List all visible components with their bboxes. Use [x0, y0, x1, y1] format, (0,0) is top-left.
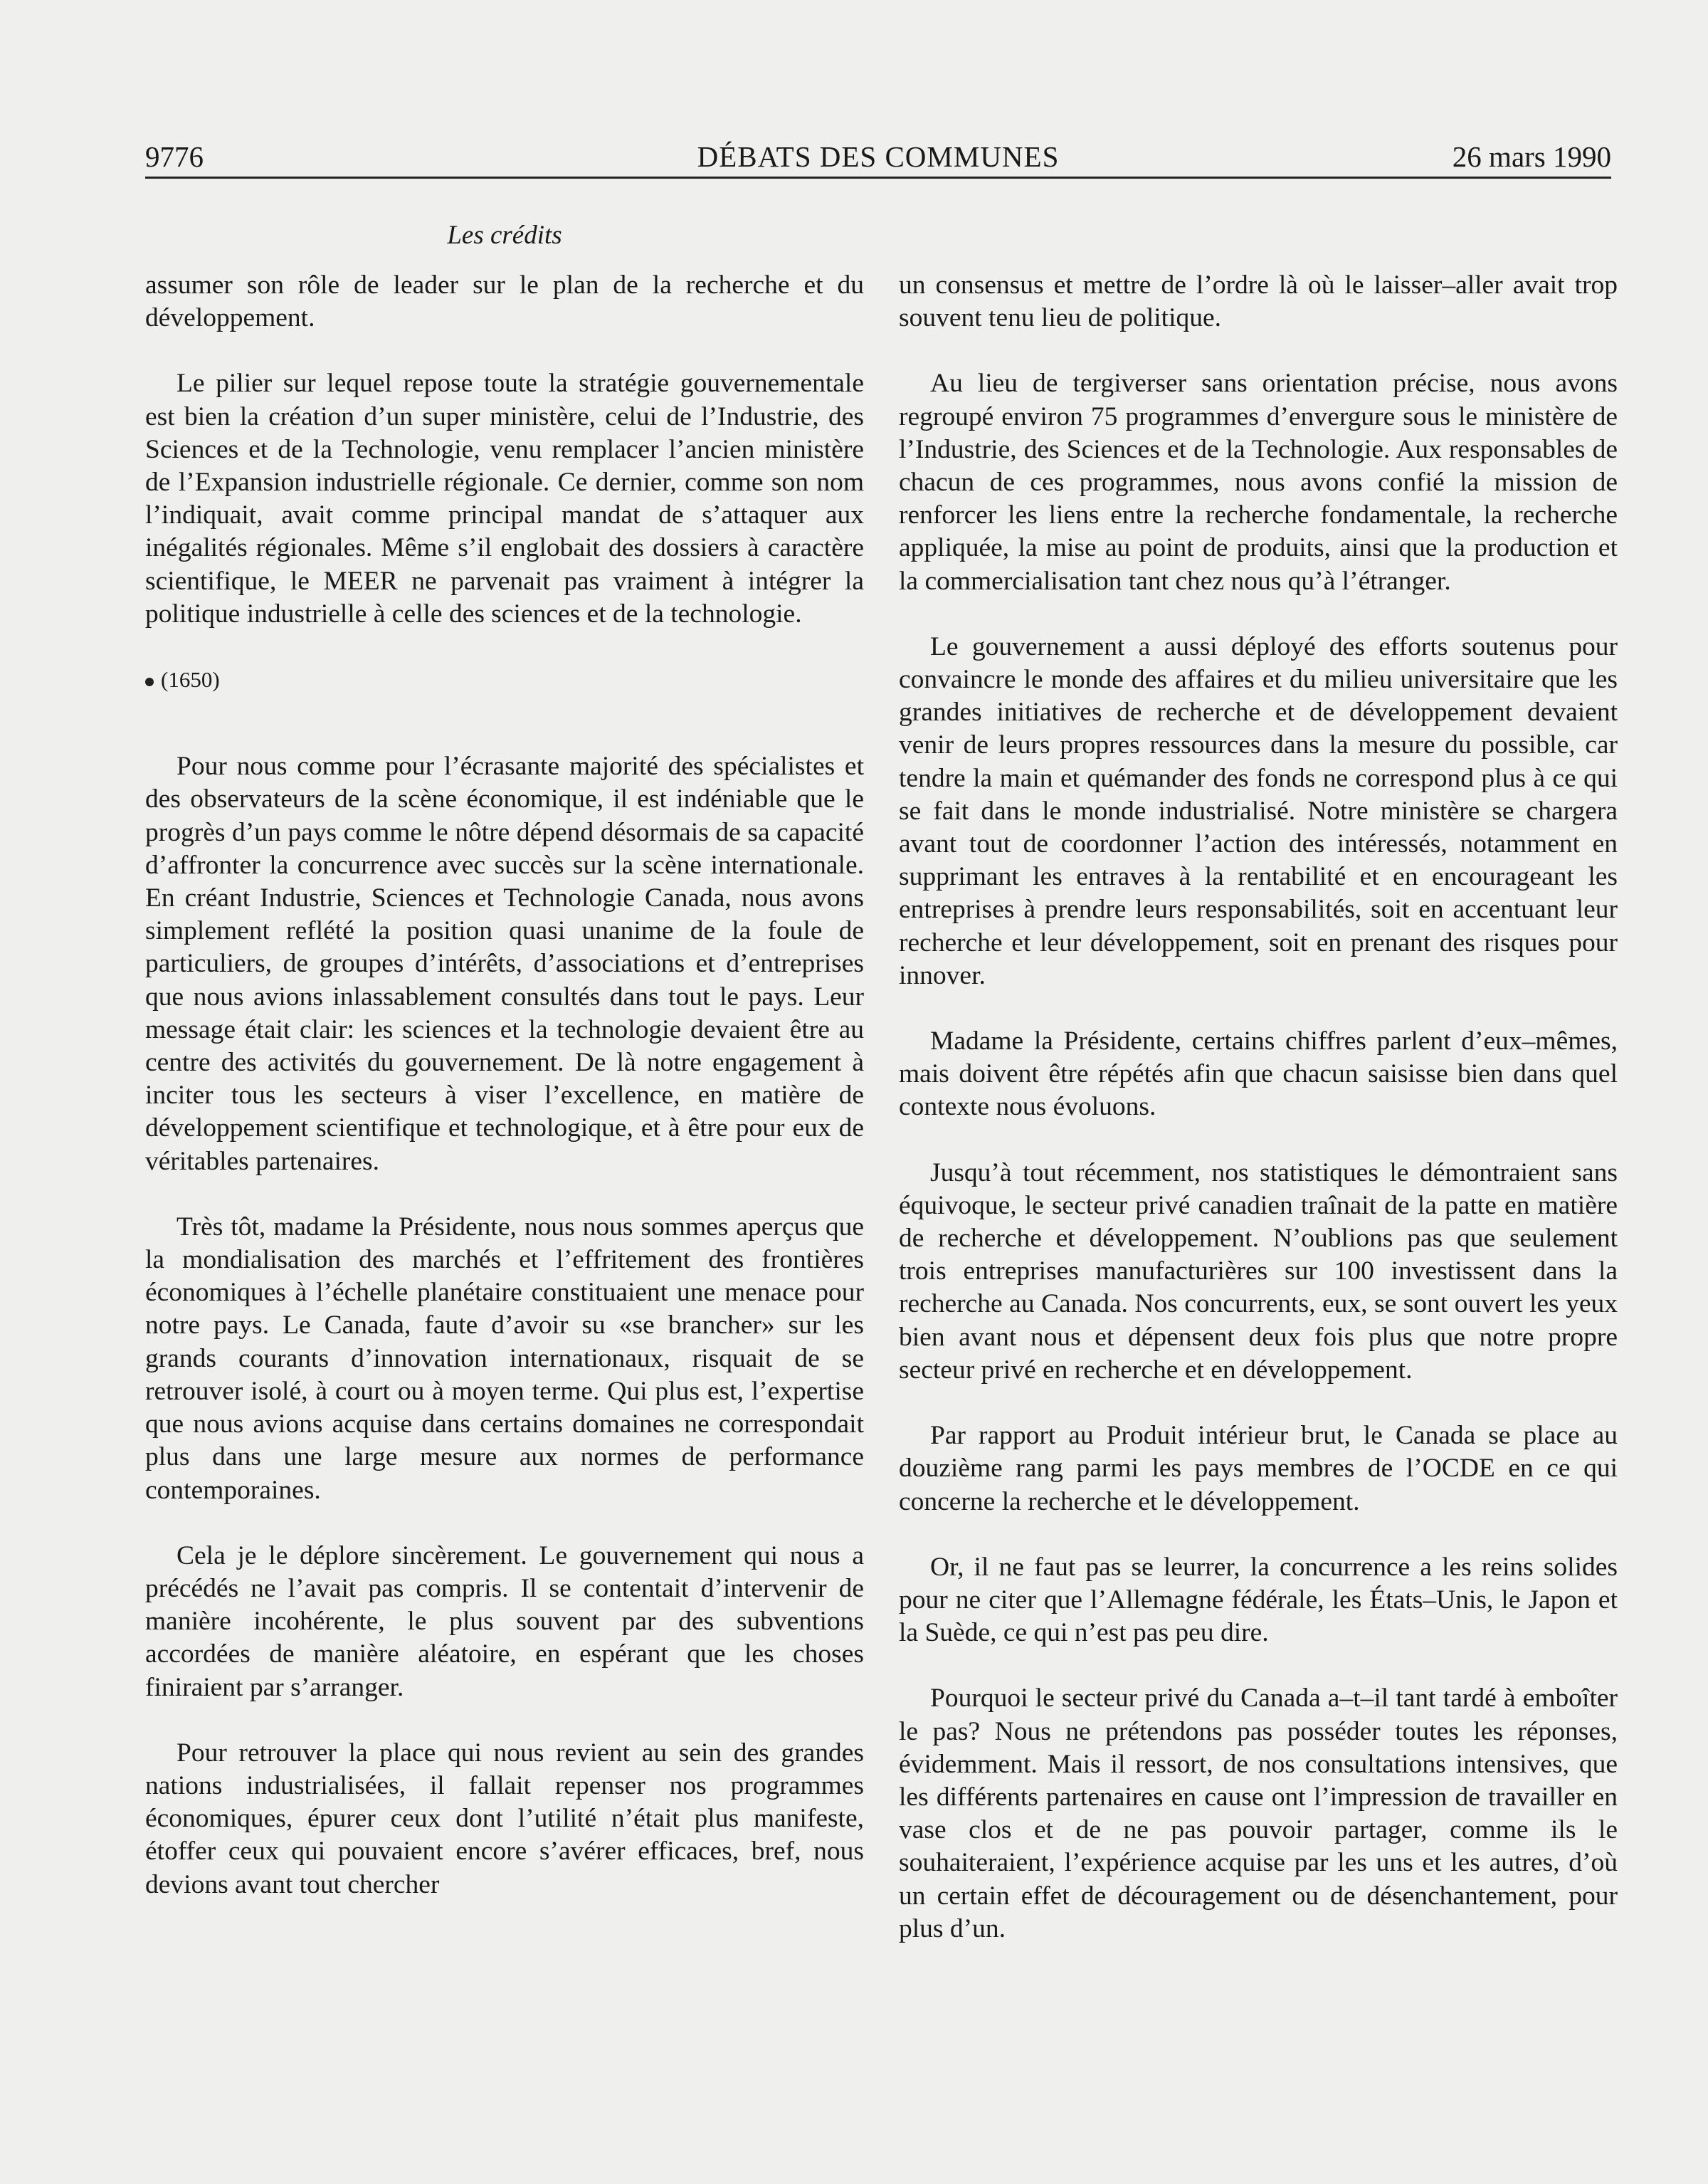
paragraph: Or, il ne faut pas se leurrer, la concurrence a les reins solides pour ne citer que l’Allemagne fédérale, les États–Unis, le Japon et la Suède, ce qui n’est pas peu dire.	[899, 1552, 1618, 1648]
time-marker-label: (1650)	[161, 667, 220, 693]
paragraph: Le pilier sur lequel repose toute la stratégie gouvernementale est bien la création d’un super ministère, celui de l’Industrie, des Sciences et de la Technologie, venu remplacer l’ancien ministère de l’Expansion industrielle régionale. Ce dernier, comme son nom l’indiquait, avait comme principal mandat de s’attaquer aux inégalités régionales. Même s’il englobait des dossiers à caractère scientifique, le MEER ne parvenait pas vraiment à intégrer la politique industrielle à celle des sciences et de la technologie.	[145, 369, 864, 629]
section-title: Les crédits	[447, 221, 562, 250]
paragraph: assumer son rôle de leader sur le plan de la recherche et du développement.	[145, 271, 864, 333]
paragraph: un consensus et mettre de l’ordre là où le laisser–aller avait trop souvent tenu lieu de politique.	[899, 271, 1618, 333]
page-number: 9776	[145, 140, 204, 173]
paragraph: Pour nous comme pour l’écrasante majorité des spécialistes et des observateurs de la scène économique, il est indéniable que le progrès d’un pays comme le nôtre dépend désormais de sa capacité d’affronter la concurrence avec succès sur la scène internationale. En créant Industrie, Sciences et Technologie Canada, nous avons simplement reflété la position quasi unanime de la foule de particuliers, de groupes d’intérêts, d’associations et d’entreprises que nous avions inlassablement consultés dans tout le pays. Leur message était clair: les sciences et la technologie devaient être au centre des activités du gouvernement. De là notre engagement à inciter tous les secteurs à viser l’excellence, en matière de développement scientifique et technologique, et à être pour eux de véritables partenaires.	[145, 752, 864, 1176]
publication-title: DÉBATS DES COMMUNES	[697, 140, 1060, 173]
paragraph: Cela je le déplore sincèrement. Le gouvernement qui nous a précédés ne l’avait pas compris. Il se contentait d’intervenir de manière incohérente, le plus souvent par des subventions accordées de manière aléatoire, en espérant que les choses finiraient par s’arranger.	[145, 1540, 864, 1702]
paragraph: Au lieu de tergiverser sans orientation précise, nous avons regroupé environ 75 programmes d’envergure sous le ministère de l’Industrie, des Sciences et de la Technologie. Aux responsables de chacun de ces programmes, nous avons confié la mission de renforcer les liens entre la recherche fondamentale, la recherche appliquée, la mise au point de produits, ainsi que la production et la commercialisation tant chez nous qu’à l’étranger.	[899, 369, 1618, 596]
paragraph: Pourquoi le secteur privé du Canada a–t–il tant tardé à emboîter le pas? Nous ne prétendons pas posséder toutes les réponses, évidemment. Mais il ressort, de nos consultations intensives, que les différents partenaires en cause ont l’impression de travailler en vase clos et de ne pas pouvoir partager, comme ils le souhaiteraient, l’expérience acquise par les uns et les autres, d’où un certain effet de découragement ou de désenchantement, pour plus d’un.	[899, 1684, 1618, 1943]
publication-date: 26 mars 1990	[1452, 140, 1611, 173]
time-marker	[145, 663, 864, 696]
paragraph: Madame la Présidente, certains chiffres parlent d’eux–mêmes, mais doivent être répétés afin que chacun saisisse bien dans quel contexte nous évoluons.	[899, 1027, 1618, 1122]
bullet-icon	[145, 678, 154, 686]
left-column	[145, 269, 864, 1934]
paragraph: Par rapport au Produit intérieur brut, le Canada se place au douzième rang parmi les pays membres de l’OCDE en ce qui concerne la recherche et le développement.	[899, 1421, 1618, 1516]
paragraph: Jusqu’à tout récemment, nos statistiques le démontraient sans équivoque, le secteur privé canadien traînait de la patte en matière de recherche et développement. N’oublions pas que seulement trois entreprises manufacturières sur 100 investissent dans la recherche au Canada. Nos concurrents, eux, se sont ouvert les yeux bien avant nous et dépensent deux fois plus que notre propre secteur privé en recherche et en développement.	[899, 1157, 1618, 1385]
right-column	[899, 269, 1618, 1978]
paragraph: Très tôt, madame la Présidente, nous nous sommes aperçus que la mondialisation des marchés et l’effritement des frontières économiques à l’échelle planétaire constituaient une menace pour notre pays. Le Canada, faute d’avoir su «se brancher» sur les grands courants d’innovation internationaux, risquait de se retrouver isolé, à court ou à moyen terme. Qui plus est, l’expertise que nous avions acquise dans certains domaines ne correspondait plus dans une large mesure aux normes de performance contemporaines.	[145, 1212, 864, 1505]
paragraph: Pour retrouver la place qui nous revient au sein des grandes nations industrialisées, il fallait repenser nos programmes économiques, épurer ceux dont l’utilité n’était plus manifeste, étoffer ceux qui pouvaient encore s’avérer efficaces, bref, nous devions avant tout chercher	[145, 1738, 864, 1899]
paragraph: Le gouvernement a aussi déployé des efforts soutenus pour convaincre le monde des affaires et du milieu universitaire que les grandes initiatives de recherche et de développement devaient venir de leurs propres ressources dans la mesure du possible, car tendre la main et quémander des fonds ne correspond plus à ce qui se fait dans le monde industrialisé. Notre ministère se chargera avant tout de coordonner l’action des intéressés, notamment en supprimant les entraves à la rentabilité et en encourageant les entreprises à prendre leurs responsabilités, soit en accentuant leur recherche et leur développement, soit en prenant des risques pour innover.	[899, 631, 1618, 990]
page-header	[145, 137, 1611, 179]
